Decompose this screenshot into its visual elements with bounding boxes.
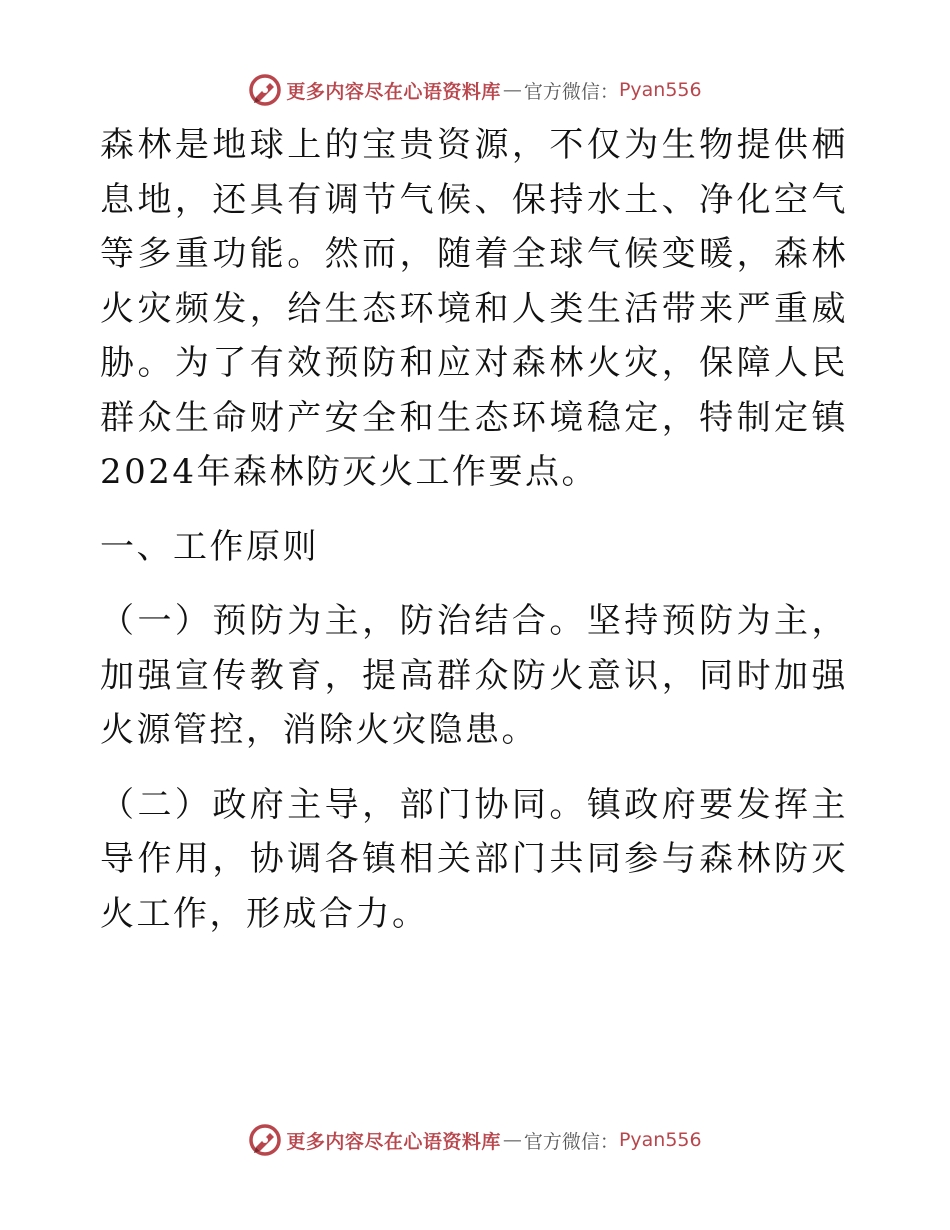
watermark-wechat-id: Pyan556 bbox=[618, 79, 702, 101]
watermark-text: 更多内容尽在心语资料库 bbox=[286, 80, 501, 103]
intro-paragraph: 森林是地球上的宝贵资源，不仅为生物提供栖息地，还具有调节气候、保持水土、净化空气等多重功能。然而，随着全球气候变暖，森林火灾频发，给生态环境和人类生活带来严重威胁。为了有效预防和应对森林火灾，保障人民群众生命财产安全和生态环境稳定，特制定镇2024年森林防灭火工作要点。 bbox=[100, 125, 848, 492]
document-body bbox=[100, 118, 848, 941]
principle-item-2: （二）政府主导，部门协同。镇政府要发挥主导作用，协调各镇相关部门共同参与森林防灭火工作，形成合力。 bbox=[100, 784, 848, 934]
header-watermark bbox=[0, 70, 950, 110]
watermark-label: 官方微信： bbox=[523, 80, 619, 103]
ribbon-pen-logo-icon bbox=[248, 1123, 282, 1157]
watermark-label: 官方微信： bbox=[523, 1130, 619, 1153]
watermark-separator: — bbox=[502, 1129, 522, 1151]
ribbon-pen-logo-icon bbox=[248, 73, 282, 107]
watermark-wechat-id: Pyan556 bbox=[618, 1129, 702, 1151]
principle-item-1: （一）预防为主，防治结合。坚持预防为主，加强宣传教育，提高群众防火意识，同时加强火源管控，消除火灾隐患。 bbox=[100, 601, 848, 750]
watermark-separator: — bbox=[502, 79, 522, 101]
section-heading-principles: 一、工作原则 bbox=[100, 526, 319, 567]
footer-watermark bbox=[0, 1120, 950, 1160]
watermark-text: 更多内容尽在心语资料库 bbox=[286, 1130, 501, 1153]
